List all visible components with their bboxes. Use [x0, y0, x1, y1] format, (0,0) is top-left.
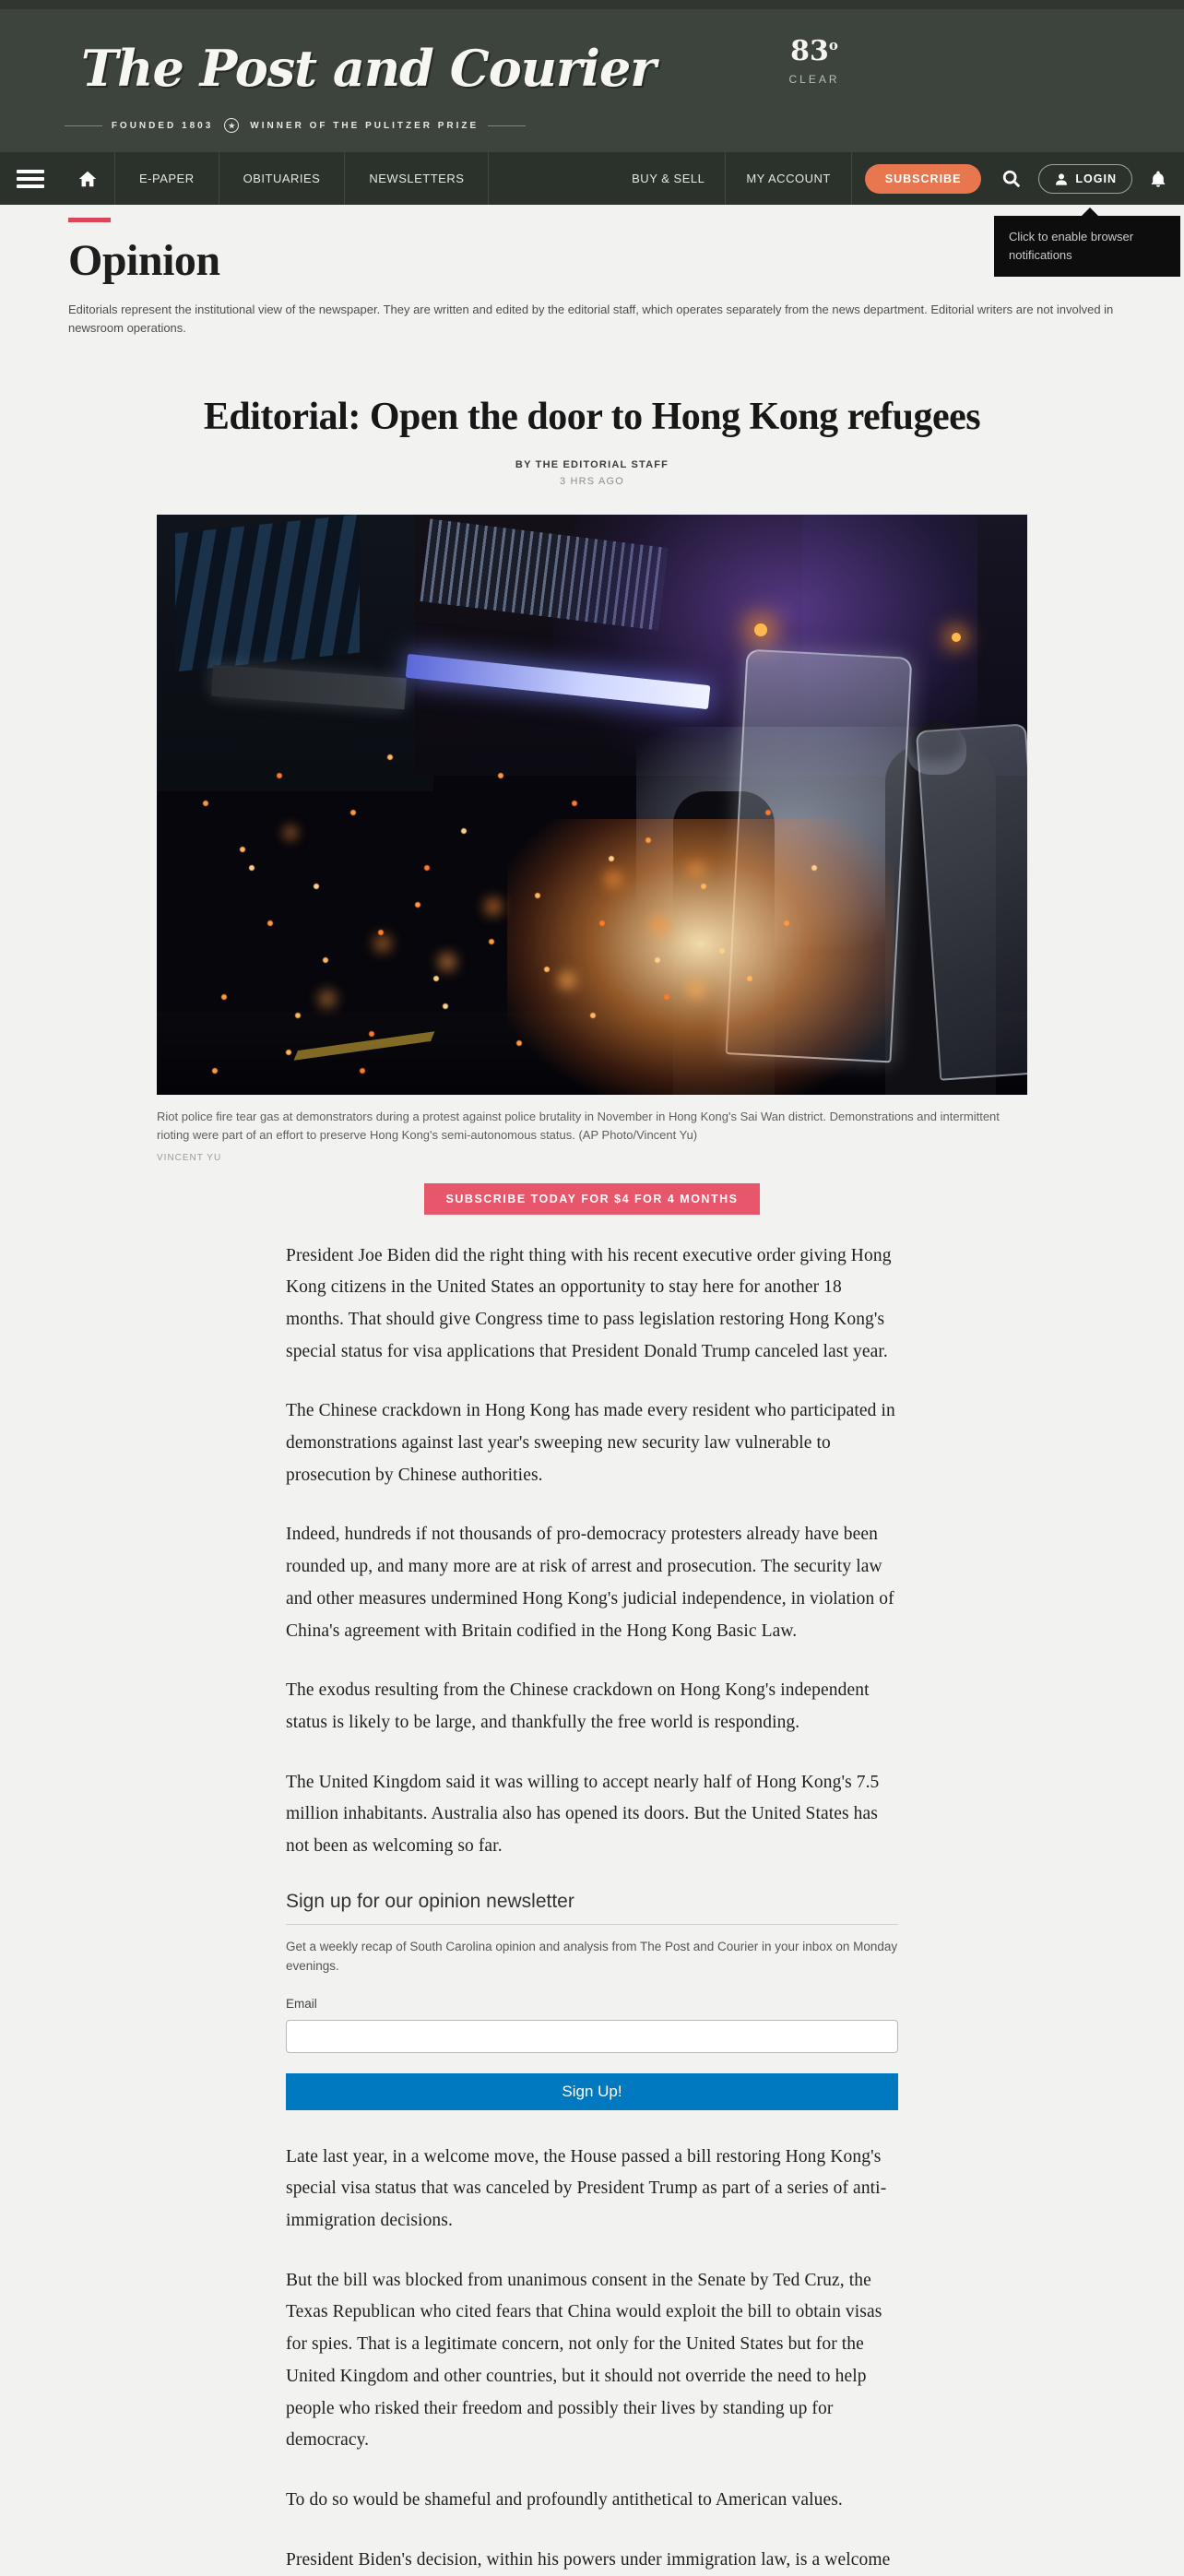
article: [0, 395, 1184, 2576]
nav-item-my-account[interactable]: MY ACCOUNT: [746, 172, 831, 185]
user-icon: [1054, 172, 1069, 186]
tagline-winner: WINNER OF THE PULITZER PRIZE: [250, 120, 480, 131]
tooltip-arrow: [1081, 208, 1099, 217]
tagline-rule-left: [65, 125, 102, 126]
article-body-top: [286, 1241, 898, 1863]
section-description: Editorials represent the institutional view of the newspaper. They are written and edited by the editorial staff, which operates separately from the news department. Editorial writers are not involved in newsroom operations.: [68, 303, 1114, 336]
paragraph: The Chinese crackdown in Hong Kong has made every resident who participated in demonstrations against last year's sweeping new security law vulnerable to prosecution by Chinese authorities.: [286, 1401, 895, 1485]
section-accent-line: [68, 218, 111, 222]
notifications-button[interactable]: [1142, 169, 1184, 189]
email-field[interactable]: [286, 2020, 898, 2053]
page-title: Opinion: [68, 236, 220, 285]
bell-icon: [1149, 169, 1167, 189]
weather-temperature: 83$^o$: [790, 35, 838, 67]
photo-spark-flash: [507, 819, 894, 1095]
tagline-founded: FOUNDED 1803: [111, 120, 214, 131]
browser-notification-tooltip[interactable]: [994, 216, 1180, 277]
pulitzer-medal-icon: ★: [224, 118, 239, 133]
home-button[interactable]: [61, 152, 114, 205]
paragraph: Indeed, hundreds if not thousands of pro-democracy protesters already have been rounded up, and many more are at risk of arrest and prosecution. The security law and other measures undermined Hong Kong's judicial independence, in violation of China's agreement with Britain codified in the Hong Kong Basic Law.: [286, 1525, 894, 1641]
photo-credit: VINCENT YU: [157, 1152, 222, 1163]
main-nav: [0, 152, 1184, 205]
article-byline: BY THE EDITORIAL STAFF: [515, 459, 669, 471]
paragraph: The exodus resulting from the Chinese crackdown on Hong Kong's independent status is likely to be large, and thankfully the free world is responding.: [286, 1680, 870, 1732]
newsletter-signup-button[interactable]: Sign Up!: [286, 2073, 898, 2110]
hamburger-menu-button[interactable]: [0, 152, 61, 205]
window-top-strip: [0, 0, 1184, 9]
tagline-rule-right: [488, 125, 526, 126]
article-body-bottom: [286, 2142, 898, 2576]
subscribe-promo-banner[interactable]: SUBSCRIBE TODAY FOR $4 FOR 4 MONTHS: [424, 1183, 761, 1215]
nav-item-buy-sell[interactable]: BUY & SELL: [632, 172, 705, 185]
login-label: LOGIN: [1075, 172, 1117, 185]
site-logo[interactable]: The Post and Courier: [81, 39, 656, 98]
paragraph: To do so would be shameful and profoundly antithetical to American values.: [286, 2489, 843, 2510]
paragraph: But the bill was blocked from unanimous consent in the Senate by Ted Cruz, the Texas Republican who cited fears that China would exploit the bill to obtain visas for spies. That is a legitimate concern, not only for the United States but for the United Kingdom and other countries, but it should not override the need to help people who risked their freedom and possibly their lives by standing up for democracy.: [286, 2270, 882, 2451]
search-icon: [1001, 169, 1022, 189]
newsletter-heading: Sign up for our opinion newsletter: [286, 1891, 898, 1925]
nav-item-obituaries[interactable]: OBITUARIES: [219, 152, 345, 205]
email-label: Email: [286, 1996, 317, 2011]
home-icon: [77, 169, 98, 189]
nav-right-group: [611, 152, 1184, 205]
article-title[interactable]: Editorial: Open the door to Hong Kong refugees: [203, 396, 981, 439]
tooltip-text: Click to enable browser notifications: [1009, 230, 1134, 263]
nav-item-newsletters[interactable]: NEWSLETTERS: [344, 152, 489, 205]
article-timestamp: 3 HRS AGO: [559, 476, 625, 488]
weather-condition: CLEAR: [788, 73, 840, 86]
paragraph: The United Kingdom said it was willing to accept nearly half of Hong Kong's 7.5 million inhabitants. Australia also has opened its doors. But the United States has not been as welcoming so far.: [286, 1772, 880, 1857]
article-photo-block: [157, 515, 1027, 1162]
nav-divider: [851, 152, 852, 205]
newsletter-signup: [286, 1891, 898, 2110]
photo-caption: Riot police fire tear gas at demonstrators during a protest against police brutality in November in Hong Kong's Sai Wan district. Demonstrations and intermittent rioting were part of an effort to preserve Hong Kong's semi-autonomous status. (AP Photo/Vincent Yu): [157, 1110, 1000, 1143]
tagline: [65, 118, 526, 133]
nav-item-epaper[interactable]: E-PAPER: [114, 152, 219, 205]
photo-building-left: [157, 515, 433, 791]
paragraph-partial: President Biden's decision, within his powers under immigration law, is a welcome: [286, 2549, 891, 2570]
site-header: [0, 9, 1184, 152]
weather-widget[interactable]: [764, 35, 865, 86]
hamburger-icon: [17, 166, 44, 192]
search-button[interactable]: [994, 169, 1029, 189]
subscribe-button[interactable]: SUBSCRIBE: [865, 164, 982, 194]
promo-banner-row: [0, 1183, 1184, 1215]
protest-photo: [157, 515, 1027, 1095]
paragraph: Late last year, in a welcome move, the House passed a bill restoring Hong Kong's special visa status that was canceled by President Trump as part of a series of anti-immigration decisions.: [286, 2146, 887, 2231]
nav-left-group: [0, 152, 489, 205]
login-button[interactable]: [1038, 164, 1132, 194]
paragraph: President Joe Biden did the right thing with his recent executive order giving Hong Kong citizens in the United States an opportunity to stay here for another 18 months. That should give Congress time to pass legislation restoring Hong Kong's special status for visa applications that President Donald Trump canceled last year.: [286, 1245, 892, 1361]
newsletter-description: Get a weekly recap of South Carolina opinion and analysis from The Post and Courier in your inbox on Monday evenings.: [286, 1939, 898, 1973]
